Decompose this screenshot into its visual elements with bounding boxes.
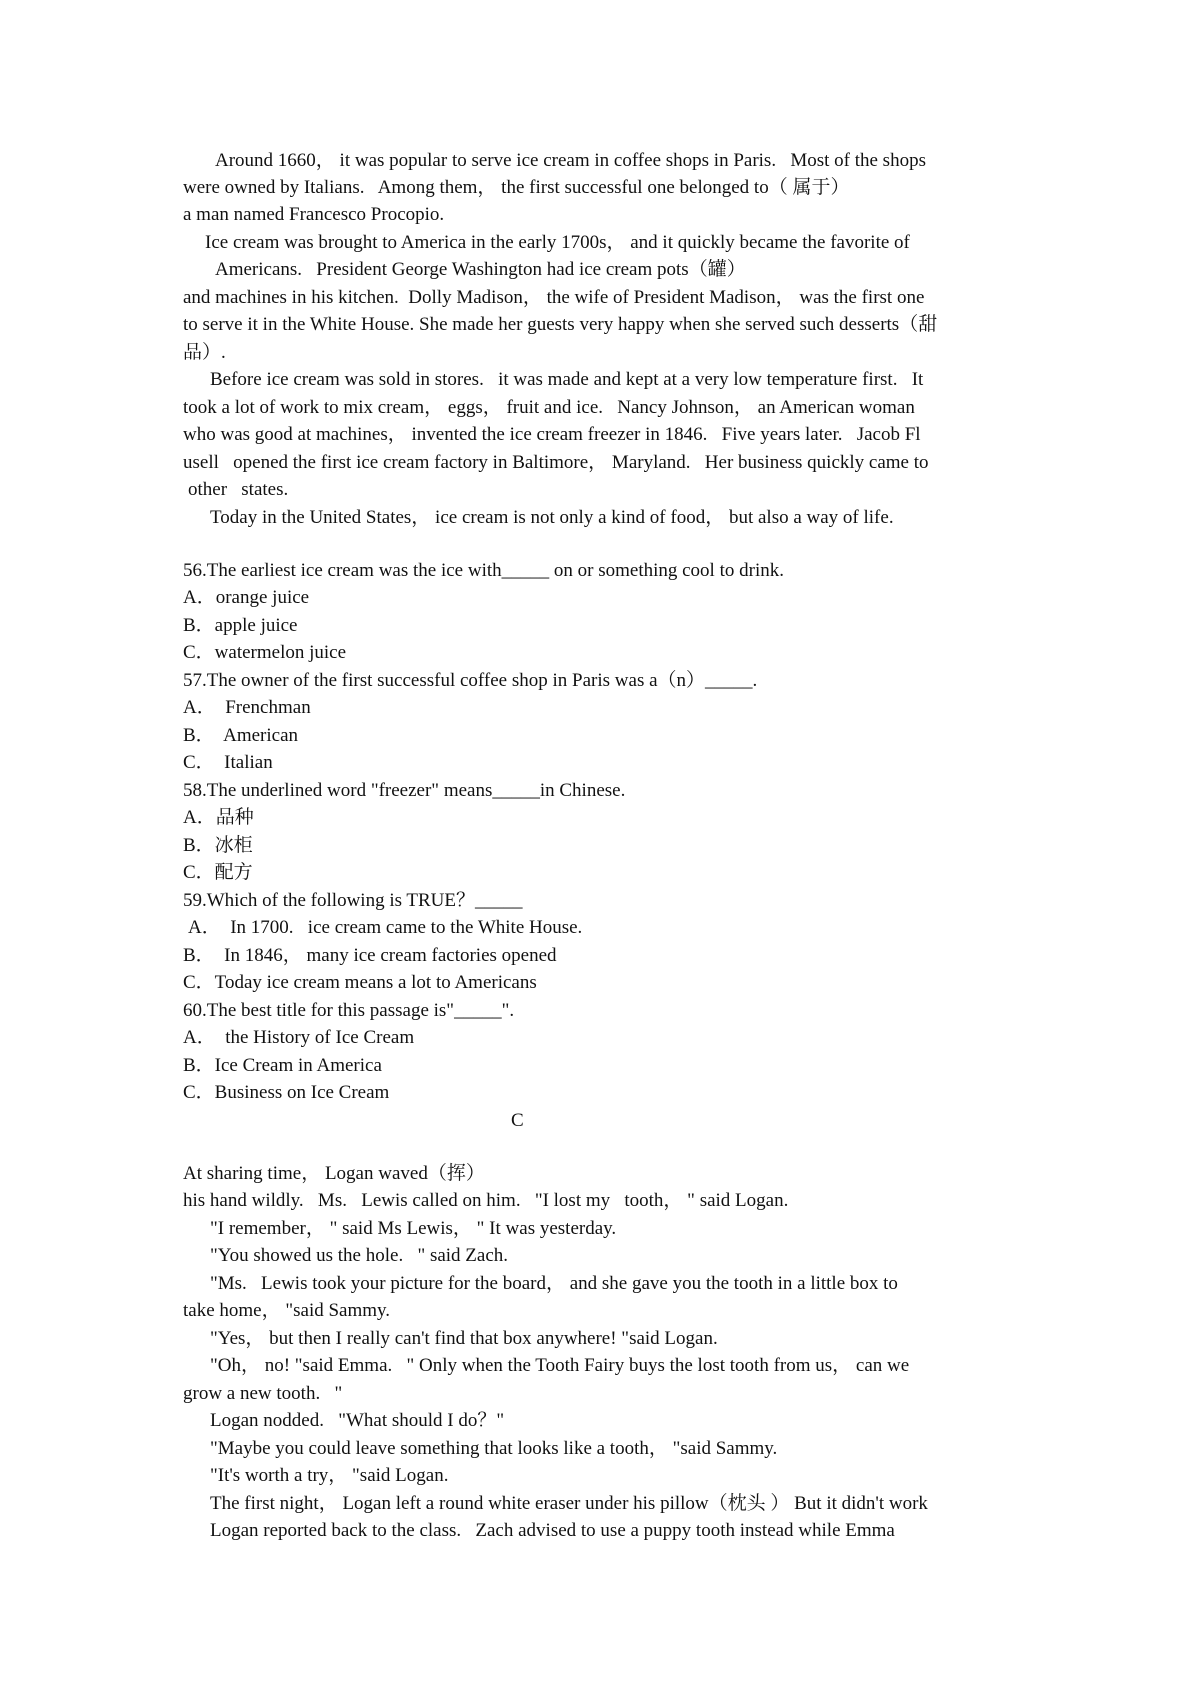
question-58-option-a: A．品种 xyxy=(183,807,254,828)
question-56-option-c: C．watermelon juice xyxy=(183,642,347,663)
section-c-line: "Oh， no! "said Emma. " Only when the Tooth Fairy buys the lost tooth from us， can we xyxy=(210,1355,910,1376)
section-c-line: his hand wildly. Ms. Lewis called on him. "I lost my tooth， " said Logan. xyxy=(183,1190,789,1211)
question-56-option-a: A．orange juice xyxy=(183,587,310,608)
question-56-stem: 56.The earliest ice cream was the ice with_____ on or something cool to drink. xyxy=(183,560,784,581)
question-59-option-a: A． In 1700. ice cream came to the White House. xyxy=(188,917,583,938)
passage-b-line: Before ice cream was sold in stores. it was made and kept at a very low temperature first. It xyxy=(210,369,924,390)
question-60-stem: 60.The best title for this passage is"_____". xyxy=(183,1000,515,1021)
passage-b-line: usell opened the first ice cream factory in Baltimore， Maryland. Her business quickly came to xyxy=(183,452,929,473)
question-60-option-b: B．Ice Cream in America xyxy=(183,1055,382,1076)
question-59-stem: 59.Which of the following is TRUE？_____ xyxy=(183,890,523,911)
passage-b-line: took a lot of work to mix cream， eggs， fruit and ice. Nancy Johnson， an American woman xyxy=(183,397,915,418)
question-57-option-a: A． Frenchman xyxy=(183,697,311,718)
question-60-option-a: A． the History of Ice Cream xyxy=(183,1027,415,1048)
question-57-stem: 57.The owner of the first successful coffee shop in Paris was a（n）_____. xyxy=(183,670,758,691)
passage-b-line: 品）. xyxy=(183,342,226,363)
section-c-line: take home， "said Sammy. xyxy=(183,1300,391,1321)
passage-b-line: Ice cream was brought to America in the early 1700s， and it quickly became the favorite of xyxy=(205,232,910,253)
section-c-line: Logan nodded. "What should I do？" xyxy=(210,1410,505,1431)
section-c-line: At sharing time， Logan waved（挥） xyxy=(183,1163,485,1184)
question-59-option-b: B． In 1846， many ice cream factories opened xyxy=(183,945,557,966)
question-58-option-b: B．冰柜 xyxy=(183,835,253,856)
passage-b-line: a man named Francesco Procopio. xyxy=(183,204,445,225)
passage-b-line: Around 1660， it was popular to serve ice cream in coffee shops in Paris. Most of the shops xyxy=(215,150,926,171)
question-58-option-c: C．配方 xyxy=(183,862,253,883)
section-c-line: "Yes， but then I really can't find that box anywhere! "said Logan. xyxy=(210,1328,718,1349)
passage-b-line: and machines in his kitchen. Dolly Madison， the wife of President Madison， was the first one xyxy=(183,287,925,308)
question-56-option-b: B．apple juice xyxy=(183,615,298,636)
passage-b-line: Americans. President George Washington had ice cream pots（罐） xyxy=(215,259,746,280)
question-58-stem: 58.The underlined word "freezer" means_____in Chinese. xyxy=(183,780,626,801)
passage-b-line: to serve it in the White House. She made her guests very happy when she served such desserts（甜 xyxy=(183,314,938,335)
question-57-option-c: C． Italian xyxy=(183,752,273,773)
section-c-heading: C xyxy=(511,1110,524,1131)
section-c-line: "Ms. Lewis took your picture for the board， and she gave you the tooth in a little box to xyxy=(210,1273,898,1294)
section-c-line: The first night， Logan left a round white eraser under his pillow（枕头 ） But it didn't work xyxy=(210,1493,928,1514)
question-60-option-c: C．Business on Ice Cream xyxy=(183,1082,390,1103)
section-c-line: grow a new tooth. " xyxy=(183,1383,343,1404)
passage-b-line: Today in the United States， ice cream is not only a kind of food， but also a way of life. xyxy=(210,507,894,528)
passage-b-line: were owned by Italians. Among them， the first successful one belonged to（ 属于） xyxy=(183,177,850,198)
section-c-line: "I remember， " said Ms Lewis， " It was yesterday. xyxy=(210,1218,617,1239)
question-59-option-c: C．Today ice cream means a lot to Americans xyxy=(183,972,537,993)
passage-b-line: other states. xyxy=(188,479,289,500)
section-c-line: "Maybe you could leave something that looks like a tooth， "said Sammy. xyxy=(210,1438,778,1459)
passage-b-line: who was good at machines， invented the ice cream freezer in 1846. Five years later. Jacob Fl xyxy=(183,424,921,445)
section-c-line: "It's worth a try， "said Logan. xyxy=(210,1465,449,1486)
section-c-line: "You showed us the hole. " said Zach. xyxy=(210,1245,509,1266)
question-57-option-b: B． American xyxy=(183,725,299,746)
section-c-line: Logan reported back to the class. Zach advised to use a puppy tooth instead while Emma xyxy=(210,1520,895,1541)
